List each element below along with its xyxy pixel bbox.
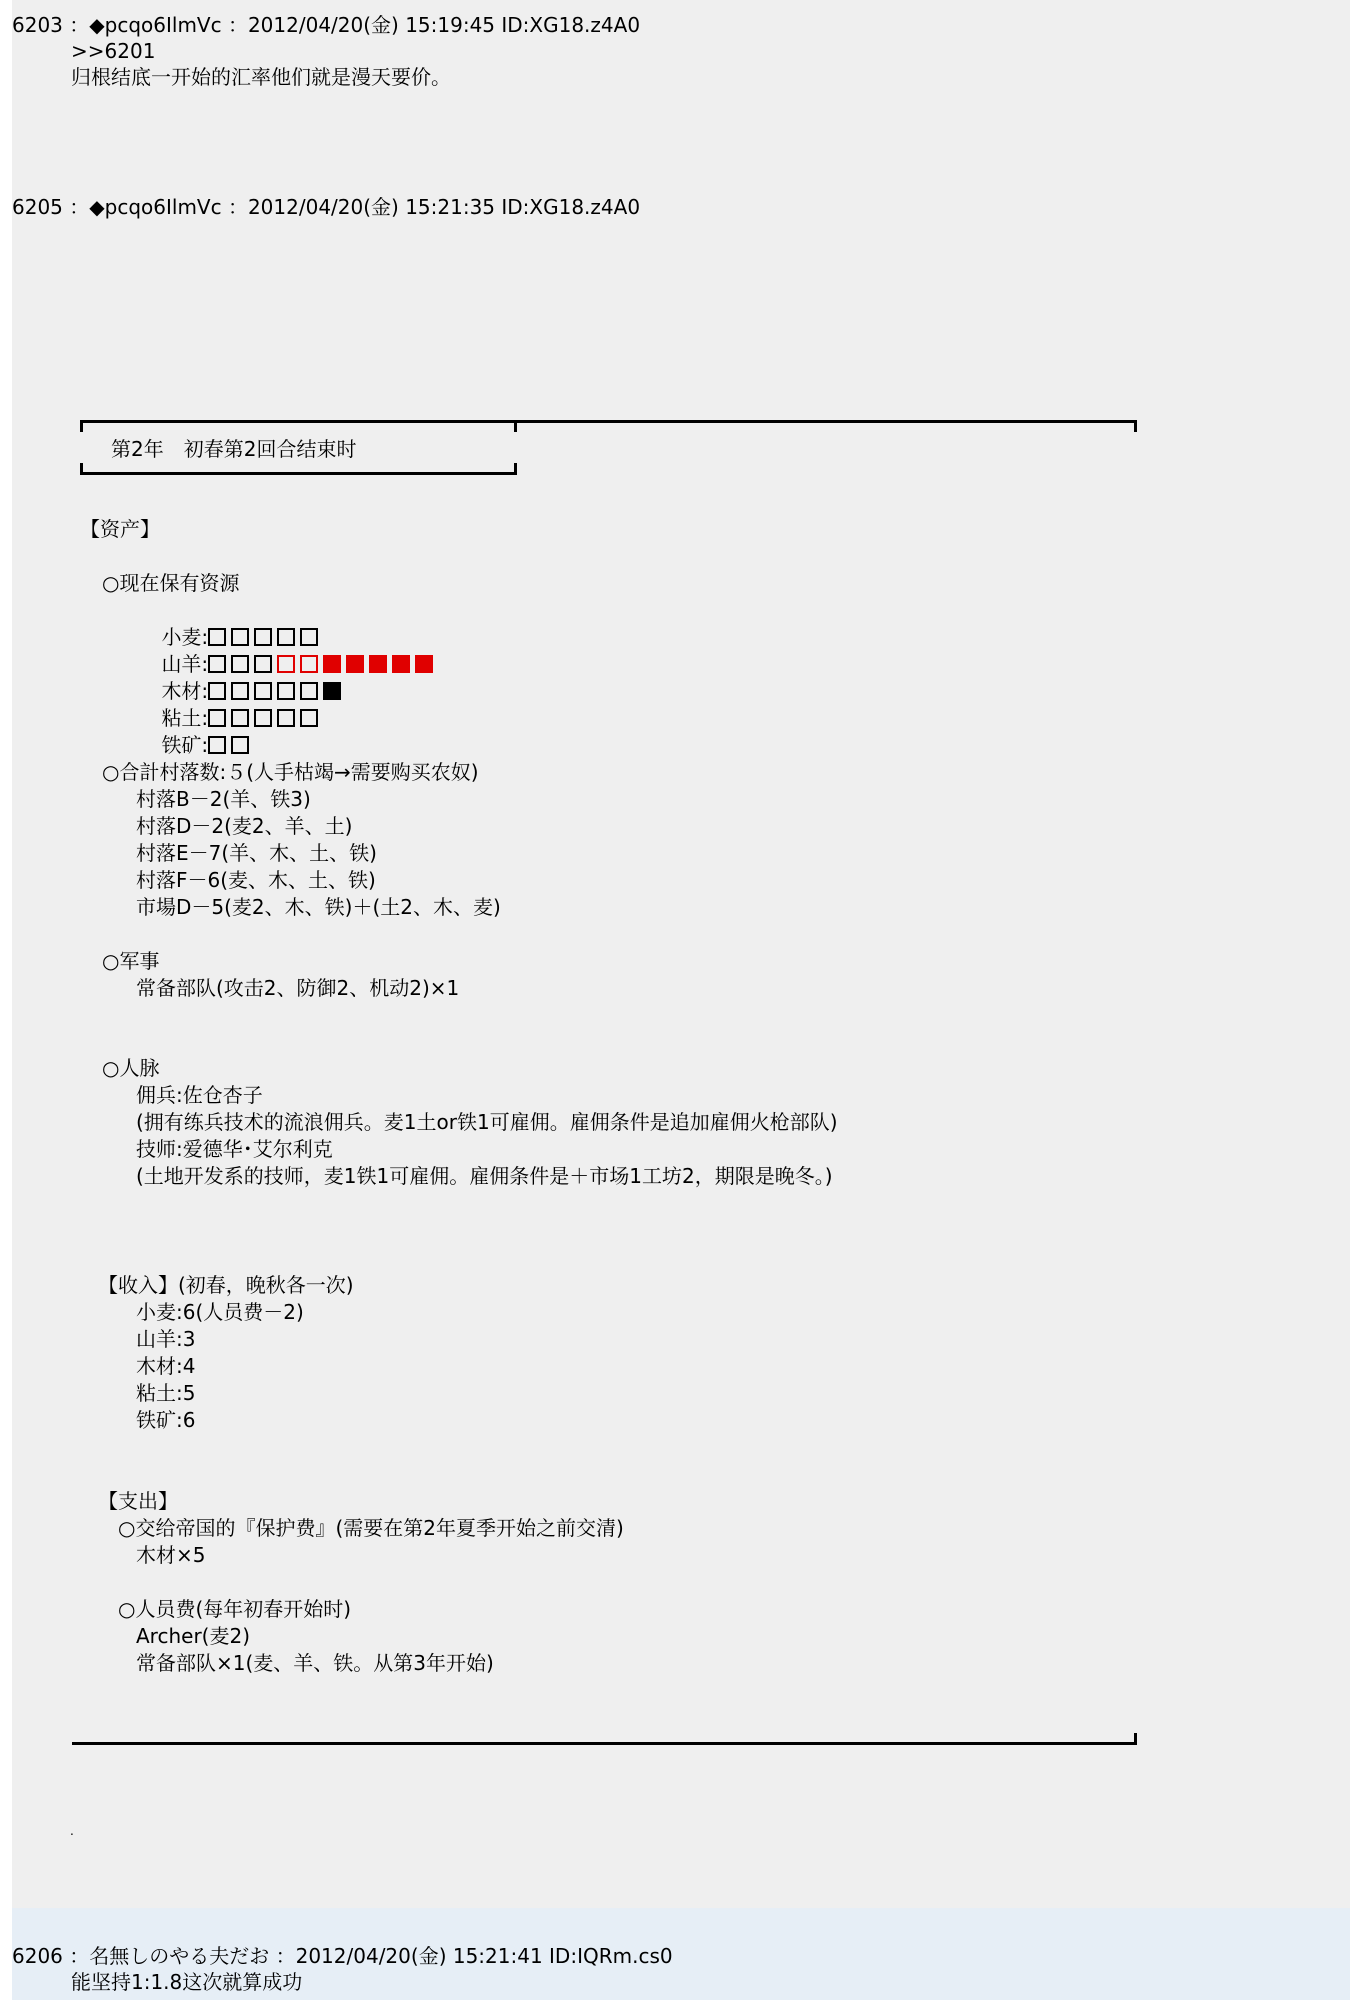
post-header: 6205 ：◆pcqo6IlmVc ：2012/04/20(金) 15:21:35 ID:XG18.z4A0 — [12, 195, 641, 219]
expense-item: 常备部队×1(麦、羊、铁。从第3年开始) — [136, 1651, 494, 1675]
frame-top-line — [80, 420, 1137, 423]
empty-box — [300, 709, 318, 727]
empty-box — [254, 709, 272, 727]
red-filled-box — [346, 655, 364, 673]
red-filled-box — [369, 655, 387, 673]
red-filled-box — [415, 655, 433, 673]
income-item: 小麦:6(人员费－2) — [136, 1300, 304, 1324]
stray-dot: . — [70, 1824, 74, 1838]
income-item: 铁矿:6 — [136, 1408, 196, 1432]
post-header: 6206 ：名無しのやる夫だお ：2012/04/20(金) 15:21:41 ID:IQRm.cs0 — [12, 1944, 673, 1968]
income-item: 山羊:3 — [136, 1327, 196, 1351]
expense-heading: 【支出】 — [98, 1489, 178, 1513]
black-filled-box — [323, 682, 341, 700]
assets-heading: 【资产】 — [80, 517, 160, 541]
red-filled-box — [392, 655, 410, 673]
village-item: 村落D－2(麦2、羊、土) — [136, 814, 353, 838]
village-item: 市場D－5(麦2、木、铁)＋(土2、木、麦) — [136, 895, 501, 919]
frame-bottom-line — [72, 1742, 1137, 1745]
income-item: 木材:4 — [136, 1354, 196, 1378]
income-item: 粘土:5 — [136, 1381, 196, 1405]
frame-tick — [514, 463, 517, 475]
resource-label: 木材: — [161, 679, 209, 703]
frame-title-bottom — [80, 472, 517, 475]
frame-tick — [80, 420, 83, 432]
resource-label: 铁矿: — [161, 733, 209, 757]
military-heading: ○军事 — [102, 949, 160, 973]
thread-page — [12, 0, 1350, 2000]
empty-box — [208, 736, 226, 754]
connection-item: 技师:爱德华･艾尔利克 — [136, 1137, 333, 1161]
post-body-line: 归根结底一开始的汇率他们就是漫天要价。 — [71, 65, 451, 89]
empty-box — [277, 709, 295, 727]
connections-heading: ○人脉 — [102, 1056, 160, 1080]
expense-item: Archer(麦2) — [136, 1624, 250, 1648]
post-reply-link[interactable]: >>6201 — [71, 39, 156, 63]
military-item: 常备部队(攻击2、防御2、机动2)×1 — [136, 976, 460, 1000]
resource-label: 山羊: — [161, 652, 209, 676]
post-body-line: 能坚持1:1.8这次就算成功 — [71, 1970, 303, 1994]
report-title: 第2年 初春第2回合结束时 — [111, 437, 357, 461]
frame-tick — [1134, 1733, 1137, 1745]
frame-tick — [514, 420, 517, 432]
resource-boxes — [208, 733, 254, 757]
expense-item: 木材×5 — [136, 1543, 206, 1567]
frame-tick — [80, 463, 83, 475]
village-item: 村落F－6(麦、木、土、铁) — [136, 868, 376, 892]
connection-item: 佣兵:佐仓杏子 — [136, 1083, 263, 1107]
resources-heading: ○现在保有资源 — [102, 571, 240, 595]
village-item: 村落B－2(羊、铁3) — [136, 787, 311, 811]
expense-item: ○交给帝国的『保护费』(需要在第2年夏季开始之前交清) — [118, 1516, 624, 1540]
frame-tick — [1134, 420, 1137, 432]
expense-item: ○人员费(每年初春开始时) — [118, 1597, 352, 1621]
connection-item: (土地开发系的技师，麦1铁1可雇佣。雇佣条件是＋市场1工坊2，期限是晚冬。) — [136, 1164, 833, 1188]
post-header: 6203 ：◆pcqo6IlmVc ：2012/04/20(金) 15:19:45 ID:XG18.z4A0 — [12, 13, 641, 37]
connection-item: (拥有练兵技术的流浪佣兵。麦1土or铁1可雇佣。雇佣条件是追加雇佣火枪部队) — [136, 1110, 838, 1134]
resource-label: 小麦: — [161, 625, 209, 649]
village-item: 村落E－7(羊、木、土、铁) — [136, 841, 377, 865]
resource-label: 粘土: — [161, 706, 209, 730]
villages-heading: ○合計村落数:５(人手枯竭→需要购买农奴) — [102, 760, 479, 784]
income-heading: 【收入】(初春，晚秋各一次) — [98, 1273, 354, 1297]
empty-box — [231, 736, 249, 754]
